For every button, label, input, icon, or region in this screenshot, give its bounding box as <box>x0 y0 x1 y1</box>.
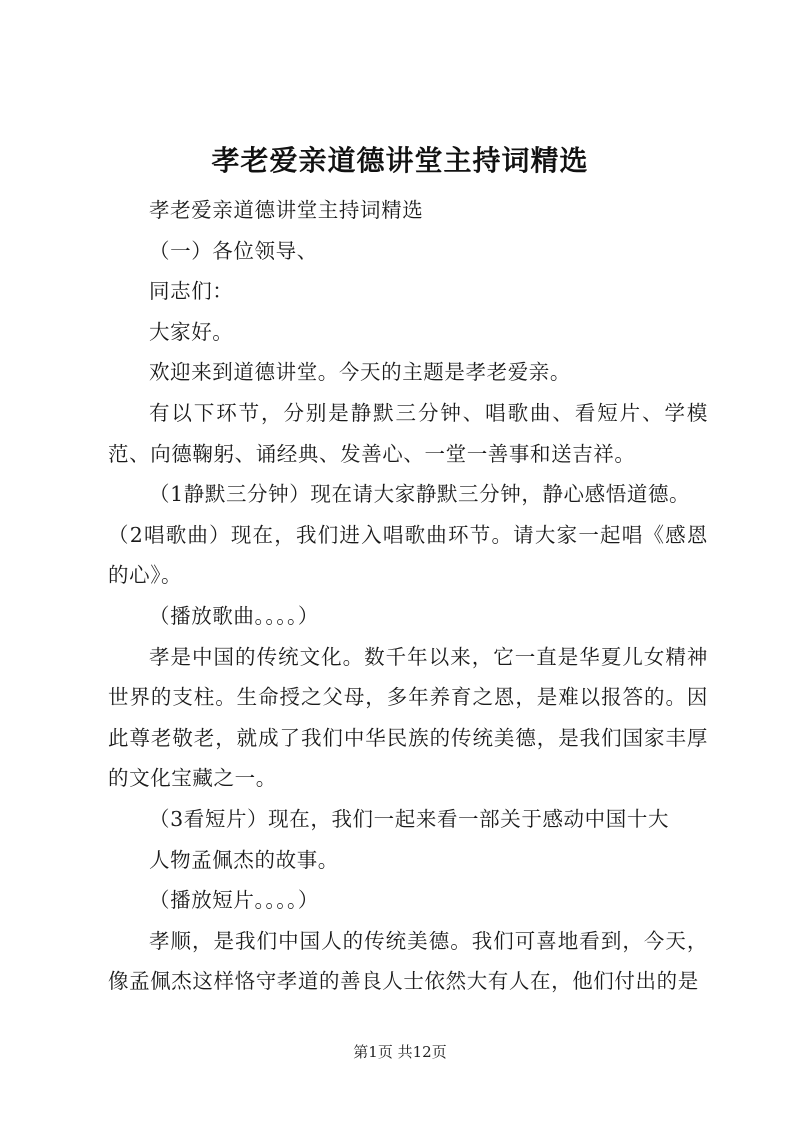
paragraph-sessions: 有以下环节，分别是静默三分钟、唱歌曲、看短片、学模范、向德鞠躬、诵经典、发善心、一堂一善事和送吉祥。 <box>108 400 708 466</box>
paragraph-hello: 大家好。 <box>149 319 234 344</box>
paragraph-greeting-leaders: （一）各位领导、 <box>149 238 318 263</box>
paragraph-play-song: （播放歌曲。。。。） <box>149 603 319 628</box>
document-body <box>108 190 708 1002</box>
paragraph-subtitle: 孝老爱亲道德讲堂主持词精选 <box>149 198 424 222</box>
paragraph-greeting-comrades: 同志们： <box>149 279 234 304</box>
paragraph-watch-film: （3看短片）现在，我们一起来看一部关于感动中国十大 <box>149 806 670 831</box>
document-title: 孝老爱亲道德讲堂主持词精选 <box>211 144 589 177</box>
paragraph-sing-song: （2唱歌曲）现在，我们进入唱歌曲环节。请大家一起唱《感恩的心》。 <box>108 522 708 588</box>
paragraph-tradition: 孝顺，是我们中国人的传统美德。我们可喜地看到，今天，像孟佩杰这样恪守孝道的善良人士依然大有人在，他们付出的是 <box>108 928 708 994</box>
paragraph-filial-piety: 孝是中国的传统文化。数千年以来，它一直是华夏儿女精神世界的支柱。生命授之父母，多年养育之恩，是难以报答的。因此尊老敬老，就成了我们中华民族的传统美德，是我们国家丰厚的文化宝藏之一。 <box>108 644 708 791</box>
paragraph-film-subject: 人物孟佩杰的故事。 <box>149 847 339 872</box>
paragraph-welcome: 欢迎来到道德讲堂。今天的主题是孝老爱亲。 <box>149 360 571 385</box>
page-footer: 第1页 共12页 <box>353 1043 447 1061</box>
paragraph-play-film: （播放短片。。。。） <box>149 888 319 913</box>
paragraph-silence: （1静默三分钟）现在请大家静默三分钟，静心感悟道德。 <box>149 482 691 507</box>
